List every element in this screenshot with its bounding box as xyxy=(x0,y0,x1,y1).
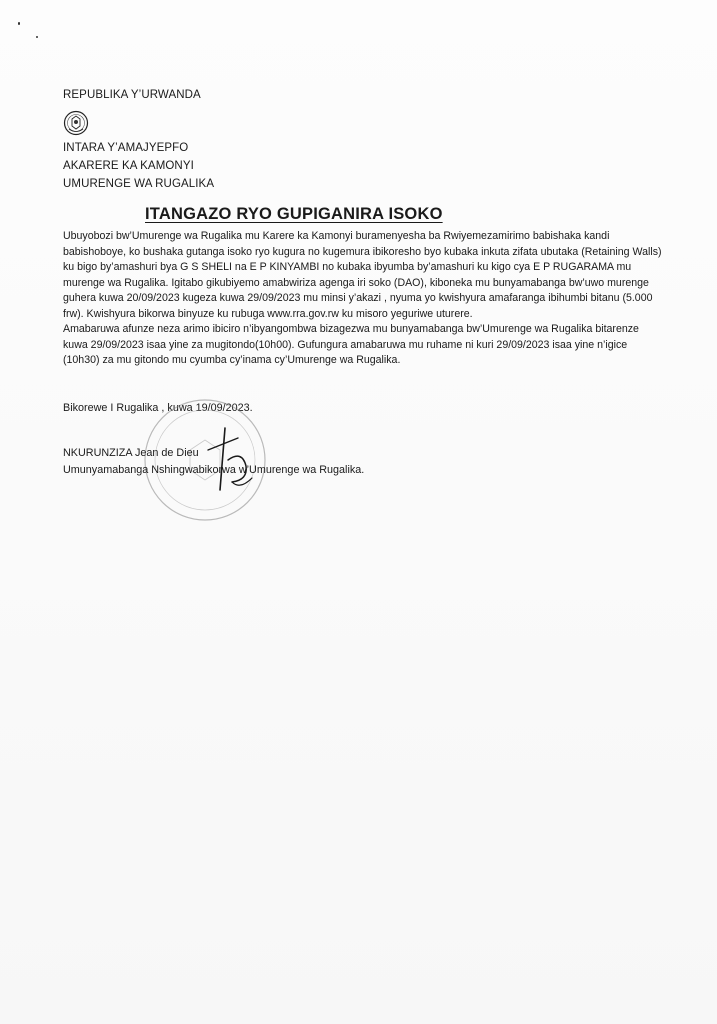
signatory-position: Umunyamabanga Nshingwabikorwa w’Umurenge wa Rugalika. xyxy=(63,464,365,476)
body-paragraph-2: Amabaruwa afunze neza arimo ibiciro n’ibyangombwa bizagezwa mu bunyamabanga bw’Umurenge wa Rugalika bitarenze kuwa 29/09/2023 isaa yine za mugitondo(10h00). Gufungura amabaruwa mu ruhame ni kuri 29/09/2023 isaa yine n’igice (10h30) za mu gitondo mu cyumba cy’inama cy’Umurenge wa Rugalika. xyxy=(63,323,639,366)
document-title: ITANGAZO RYO GUPIGANIRA ISOKO xyxy=(145,205,443,223)
scan-speck xyxy=(18,22,20,25)
republic-name: REPUBLIKA Y’URWANDA xyxy=(63,89,201,101)
province-name: INTARA Y’AMAJYEPFO xyxy=(63,142,189,154)
announcement-body xyxy=(63,229,663,369)
issue-date-line: Bikorewe I Rugalika , kuwa 19/09/2023. xyxy=(63,402,253,414)
signatory-name: NKURUNZIZA Jean de Dieu xyxy=(63,447,199,459)
rwanda-coat-of-arms-icon xyxy=(63,110,89,136)
letterhead-address xyxy=(63,139,214,193)
district-name: AKARERE KA KAMONYI xyxy=(63,160,194,172)
scan-speck xyxy=(36,36,38,38)
letterhead-top xyxy=(63,86,201,104)
body-paragraph-1: Ubuyobozi bw’Umurenge wa Rugalika mu Karere ka Kamonyi buramenyesha ba Rwiyemezamirimo babishaka kandi babishoboye, ko bushaka gutanga isoko ryo kugura no kugemura ibikoresho byo kubaka inkuta zifata ubutaka (Retaining Walls) ku bigo by’amashuri bya G S SHELI na E P KINYAMBI no kubaka ibyumba by’amashuri ku kigo cya E P RUGARAMA mu murenge wa Rugalika. Igitabo gikubiyemo amabwiriza agenga iri soko (DAO), kiboneka mu bunyamabanga bw’uwo murenge guhera kuwa 20/09/2023 kugeza kuwa 29/09/2023 mu minsi y’akazi , nyuma yo kwishyura amafaranga ibihumbi bitanu (5.000 frw). Kwishyura bikorwa binyuze ku rubuga www.rra.gov.rw ku misoro yeguriwe uturere. xyxy=(63,230,662,320)
signatory-block xyxy=(63,445,364,479)
sector-name: UMURENGE WA RUGALIKA xyxy=(63,178,215,190)
